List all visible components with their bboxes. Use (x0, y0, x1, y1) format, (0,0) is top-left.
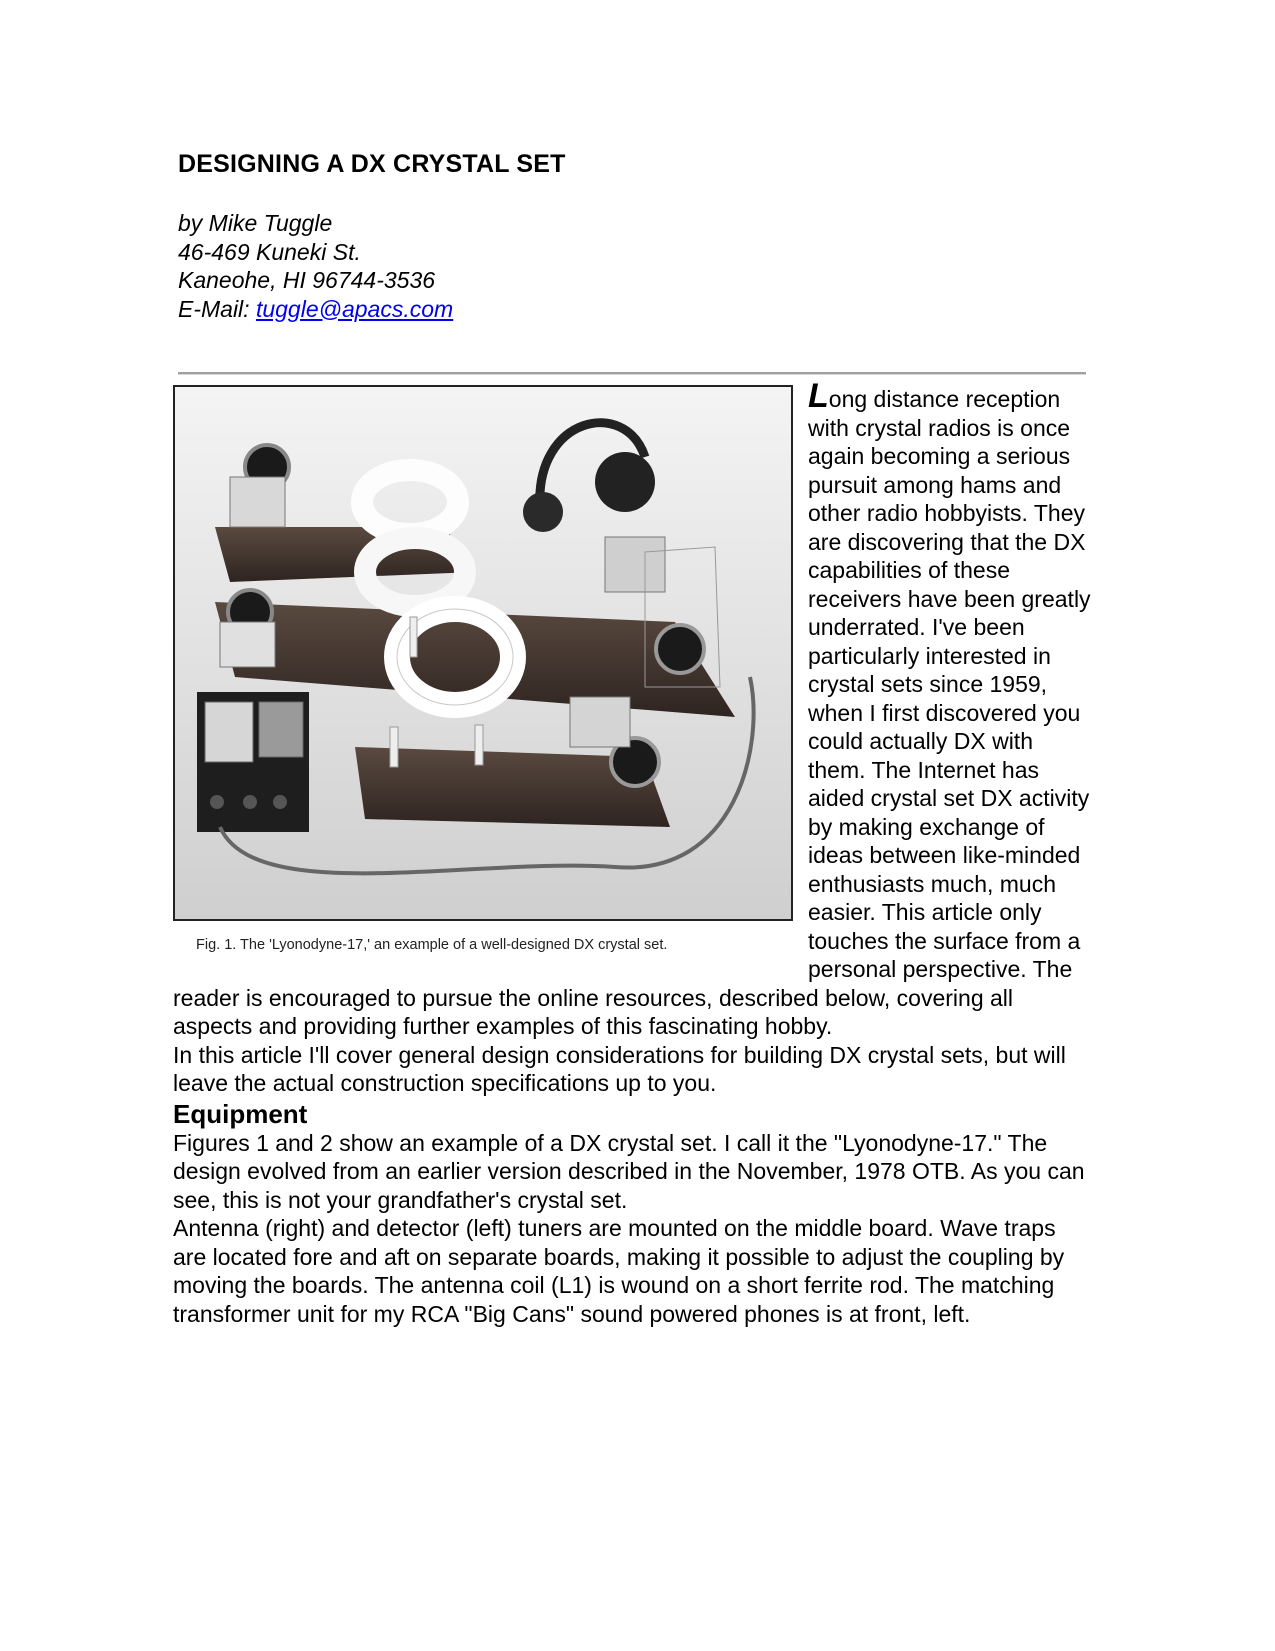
paragraph: Figures 1 and 2 show an example of a DX crystal set. I call it the "Lyonodyne-17." The design evolved from an earlier version described in the November, 1978 OTB. As you can see, this is not your grandfather's crystal set. (173, 1129, 1085, 1213)
figure-1 (173, 385, 794, 962)
email-link[interactable]: tuggle@apacs.com (255, 295, 454, 322)
section-heading-equipment: Equipment (173, 1098, 308, 1129)
author-city: Kaneohe, HI 96744-3536 (178, 267, 436, 293)
figure-caption: Fig. 1. The 'Lyonodyne-17,' an example of a well-designed DX crystal set. (196, 937, 668, 953)
author-info (178, 209, 453, 323)
paragraph: In this article I'll cover general design considerations for building DX crystal sets, but will leave the actual construction specifications up to you. (173, 1041, 1066, 1096)
crystal-set-illustration (175, 387, 791, 919)
horizontal-divider (178, 372, 1086, 375)
crystal-set-photo (173, 385, 793, 921)
document-title: DESIGNING A DX CRYSTAL SET (178, 150, 566, 178)
author-name: by Mike Tuggle (178, 210, 333, 236)
author-street: 46-469 Kuneki St. (178, 238, 361, 265)
email-label: E-Mail: (178, 295, 256, 322)
drop-cap: L (808, 377, 829, 415)
intro-text: ong distance reception with crystal radios is once again becoming a serious pursuit among hams and other radio hobbyists. They are discovering that the DX capabilities of these receivers have been greatly underrated. I've been particularly interested in crystal sets since 1959, when I first discovered you could actually DX with them. The Internet has aided crystal set DX activity by making exchange of ideas between like-minded enthusiasts much, much easier. This article only touches the surface from a personal perspective. The reader is encouraged to pursue the online resources, described below, covering all aspects and providing further examples of this fascinating hobby. (173, 386, 1091, 1039)
author-email-line (178, 295, 453, 324)
article-body (173, 377, 1093, 1328)
paragraph: Antenna (right) and detector (left) tuners are mounted on the middle board. Wave traps are located fore and aft on separate boards, making it possible to adjust the coupling by moving the boards. The antenna coil (L1) is wound on a short ferrite rod. The matching transformer unit for my RCA "Big Cans" sound powered phones is at front, left. (173, 1215, 1065, 1327)
